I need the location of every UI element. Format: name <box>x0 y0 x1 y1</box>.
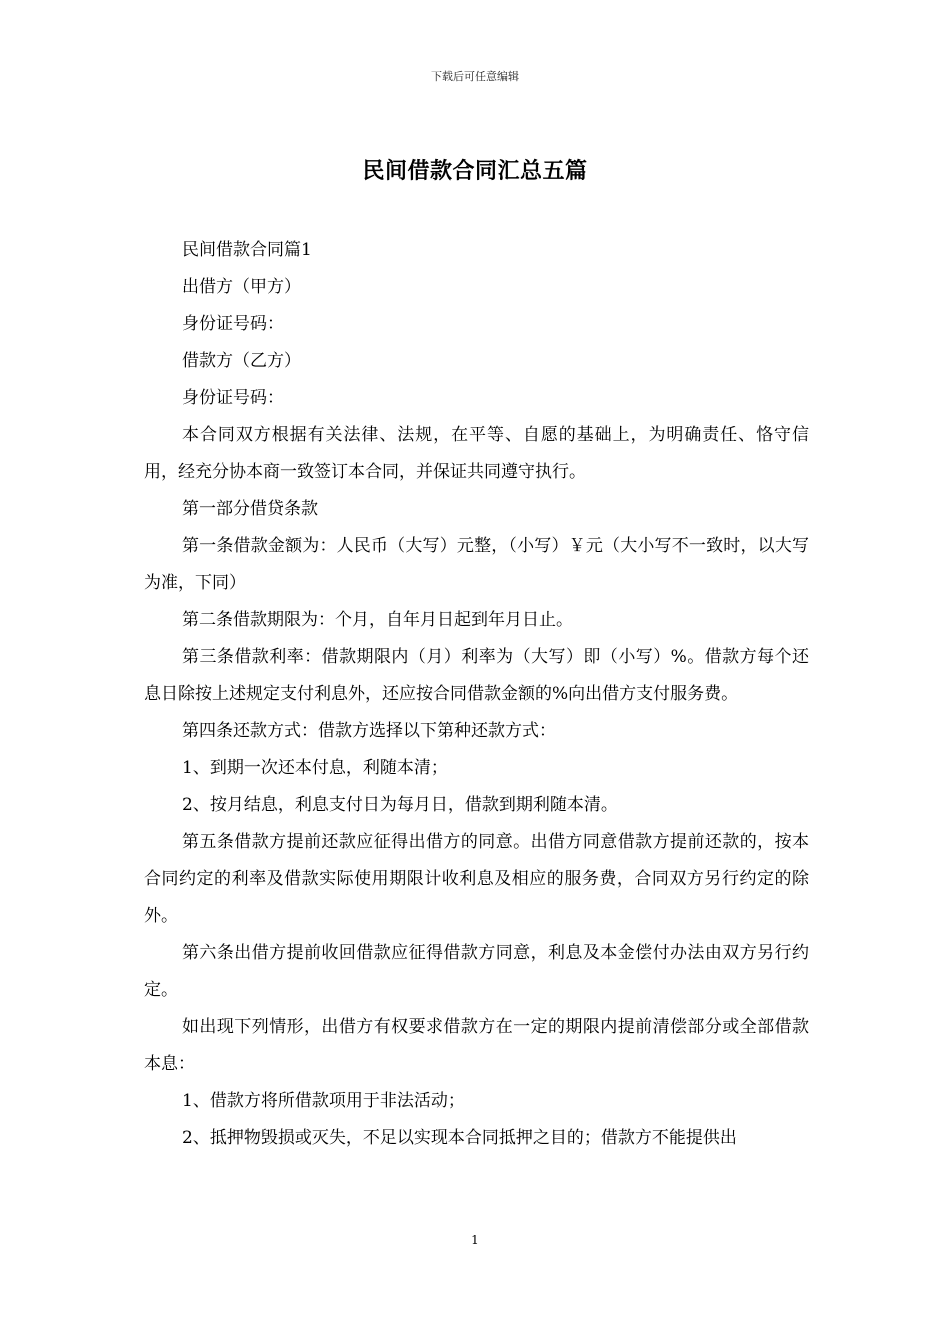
paragraph: 本合同双方根据有关法律、法规，在平等、自愿的基础上，为明确责任、恪守信用，经充分协本商一致签订本合同，并保证共同遵守执行。 <box>144 425 809 482</box>
paragraph: 2、按月结息，利息支付日为每月日，借款到期利随本清。 <box>182 795 618 815</box>
paragraph: 第五条借款方提前还款应征得出借方的同意。出借方同意借款方提前还款的，按本合同约定的利率及借款实际使用期限计收利息及相应的服务费，合同双方另行约定的除外。 <box>144 832 809 926</box>
paragraph: 身份证号码： <box>182 314 284 334</box>
document-body <box>144 232 809 1157</box>
page-number: 1 <box>471 1233 479 1247</box>
page-header-note: 下载后可任意编辑 <box>431 70 519 83</box>
paragraph: 第四条还款方式：借款方选择以下第种还款方式： <box>182 721 556 741</box>
paragraph: 出借方（甲方） <box>182 277 301 297</box>
paragraph: 第一部分借贷条款 <box>182 499 318 519</box>
paragraph: 第二条借款期限为：个月，自年月日起到年月日止。 <box>182 610 573 630</box>
paragraph: 如出现下列情形，出借方有权要求借款方在一定的期限内提前清偿部分或全部借款本息： <box>144 1017 809 1074</box>
paragraph: 借款方（乙方） <box>182 351 301 371</box>
paragraph: 1、借款方将所借款项用于非法活动； <box>182 1091 465 1111</box>
document-title: 民间借款合同汇总五篇 <box>362 158 588 184</box>
paragraph: 民间借款合同篇1 <box>182 240 312 260</box>
paragraph: 1、到期一次还本付息，利随本清； <box>182 758 448 778</box>
paragraph: 身份证号码： <box>182 388 284 408</box>
paragraph: 2、抵押物毁损或灭失，不足以实现本合同抵押之目的；借款方不能提供出 <box>182 1128 737 1148</box>
paragraph: 第六条出借方提前收回借款应征得借款方同意，利息及本金偿付办法由双方另行约定。 <box>144 943 809 1000</box>
paragraph: 第一条借款金额为：人民币（大写）元整，（小写）￥元（大小写不一致时，以大写为准，下同） <box>144 536 809 593</box>
paragraph: 第三条借款利率：借款期限内（月）利率为（大写）即（小写）%。借款方每个还息日除按上述规定支付利息外，还应按合同借款金额的%向出借方支付服务费。 <box>144 647 809 704</box>
